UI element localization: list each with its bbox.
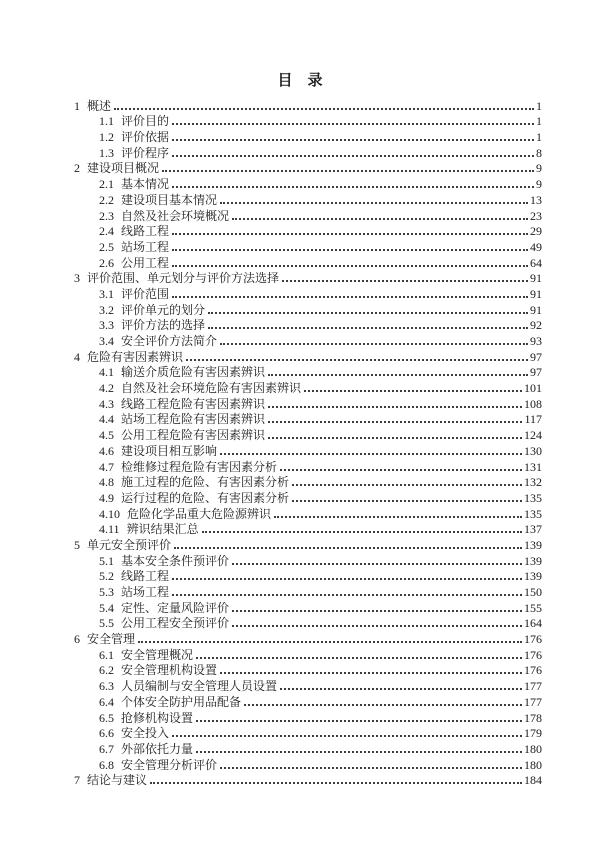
toc-dot-leader bbox=[202, 531, 522, 533]
toc-dot-leader bbox=[282, 280, 528, 282]
toc-entry[interactable] bbox=[74, 113, 542, 129]
toc-entry-title: 评价范围 bbox=[121, 286, 170, 301]
toc-entry-number: 1.1 bbox=[99, 114, 114, 129]
toc-entry-title: 安全管理概况 bbox=[121, 647, 194, 662]
toc-dot-leader bbox=[172, 123, 534, 125]
toc-entry-page: 150 bbox=[524, 585, 542, 599]
toc-entry-number: 6.7 bbox=[99, 741, 114, 756]
toc-entry[interactable] bbox=[74, 395, 542, 411]
toc-entry-page: 97 bbox=[530, 349, 542, 364]
toc-entry-title: 评价目的 bbox=[121, 114, 170, 129]
toc-entry[interactable] bbox=[74, 630, 542, 646]
toc-dot-leader bbox=[268, 374, 528, 376]
toc-entry-page: 130 bbox=[524, 443, 542, 458]
toc-entry-title: 线路工程 bbox=[121, 569, 170, 584]
toc-entry-number: 4.11 bbox=[99, 522, 120, 537]
toc-entry-page: 139 bbox=[524, 537, 542, 552]
toc-dot-leader bbox=[268, 421, 522, 423]
toc-entry-title: 自然及社会环境危险有害因素辨识 bbox=[121, 381, 302, 396]
toc-entry[interactable] bbox=[74, 646, 542, 662]
toc-entry[interactable] bbox=[74, 191, 542, 207]
toc-entry[interactable] bbox=[74, 332, 542, 348]
toc-entry[interactable] bbox=[74, 175, 542, 191]
toc-entry[interactable] bbox=[74, 489, 542, 505]
toc-entry-title: 安全评价方法简介 bbox=[121, 334, 218, 348]
toc-dot-leader bbox=[268, 437, 522, 439]
toc-entry-number: 5.3 bbox=[99, 585, 114, 599]
toc-dot-leader bbox=[172, 265, 528, 267]
toc-entry-page: 23 bbox=[530, 208, 542, 223]
toc-entry-title: 个体安全防护用品配备 bbox=[121, 694, 242, 709]
toc-entry-number: 4.3 bbox=[99, 396, 114, 411]
toc-dot-leader bbox=[220, 672, 522, 674]
toc-entry-page: 176 bbox=[524, 663, 542, 678]
toc-dot-leader bbox=[138, 641, 522, 643]
toc-entry-title: 公用工程危险有害因素辨识 bbox=[121, 428, 266, 443]
toc-entry-page: 177 bbox=[524, 694, 542, 709]
toc-entry-number: 6.4 bbox=[99, 694, 114, 709]
toc-entry[interactable] bbox=[74, 458, 542, 474]
toc-entry-title: 线路工程危险有害因素辨识 bbox=[121, 396, 266, 411]
toc-entry[interactable] bbox=[74, 223, 542, 239]
toc-entry-page: 178 bbox=[524, 710, 542, 725]
toc-entry-title: 基本安全条件预评价 bbox=[121, 553, 230, 568]
toc-entry[interactable] bbox=[74, 442, 542, 458]
toc-entry-page: 117 bbox=[524, 412, 542, 427]
toc-entry-page: 180 bbox=[524, 757, 542, 772]
toc-entry-number: 6.2 bbox=[99, 663, 114, 678]
toc-entry-page: 91 bbox=[530, 271, 542, 286]
toc-entry-title: 人员编制与安全管理人员设置 bbox=[121, 679, 278, 694]
toc-dot-leader bbox=[172, 139, 534, 141]
toc-entry[interactable] bbox=[74, 238, 542, 254]
toc-entry-title: 建设项目基本情况 bbox=[121, 192, 218, 207]
toc-entry-number: 2.4 bbox=[99, 224, 114, 239]
toc-entry-title: 外部依托力量 bbox=[121, 741, 194, 756]
toc-entry-title: 安全管理分析评价 bbox=[121, 757, 218, 772]
toc-entry-title: 站场工程 bbox=[121, 585, 170, 599]
toc-entry-title: 运行过程的危险、有害因素分析 bbox=[121, 490, 290, 505]
toc-dot-leader bbox=[196, 720, 522, 722]
toc-entry[interactable] bbox=[74, 552, 542, 568]
toc-entry-number: 4.7 bbox=[99, 459, 114, 474]
toc-entry-title: 安全投入 bbox=[121, 726, 170, 741]
toc-dot-leader bbox=[232, 218, 528, 220]
toc-entry-number: 2.2 bbox=[99, 192, 114, 207]
toc-entry-number: 4.2 bbox=[99, 381, 114, 396]
toc-entry-page: 108 bbox=[524, 396, 542, 411]
toc-entry[interactable] bbox=[74, 285, 542, 301]
toc-entry-title: 概述 bbox=[87, 98, 112, 113]
toc-entry-page: 164 bbox=[524, 616, 542, 631]
toc-entry[interactable] bbox=[74, 411, 542, 427]
toc-dot-leader bbox=[172, 155, 534, 157]
toc-entry-title: 评价方法的选择 bbox=[121, 318, 206, 333]
toc-entry[interactable] bbox=[74, 254, 542, 270]
toc-entry-page: 9 bbox=[536, 177, 542, 192]
toc-entry-page: 135 bbox=[524, 506, 542, 521]
toc-entry[interactable] bbox=[74, 144, 542, 160]
toc-entry-title: 定性、定量风险评价 bbox=[121, 600, 230, 615]
toc-entry[interactable] bbox=[74, 615, 542, 631]
toc-dot-leader bbox=[172, 735, 522, 737]
toc-entry[interactable] bbox=[74, 662, 542, 678]
toc-dot-leader bbox=[172, 249, 528, 251]
toc-entry-title: 施工过程的危险、有害因素分析 bbox=[121, 475, 290, 490]
toc-entry[interactable] bbox=[74, 740, 542, 756]
toc-entry[interactable] bbox=[74, 583, 542, 599]
toc-entry-page: 64 bbox=[530, 255, 542, 270]
toc-entry-title: 单元安全预评价 bbox=[87, 537, 172, 552]
toc-entry-number: 6.3 bbox=[99, 679, 114, 694]
toc-dot-leader bbox=[220, 343, 528, 345]
toc-entry[interactable] bbox=[74, 474, 542, 490]
toc-entry[interactable] bbox=[74, 364, 542, 380]
toc-entry-number: 4.4 bbox=[99, 412, 114, 427]
toc-entry-title: 线路工程 bbox=[121, 224, 170, 239]
toc-entry[interactable] bbox=[74, 379, 542, 395]
toc-entry[interactable] bbox=[74, 207, 542, 223]
toc-entry-page: 132 bbox=[524, 475, 542, 490]
toc-entry-number: 5.2 bbox=[99, 569, 114, 584]
toc-dot-leader bbox=[208, 327, 528, 329]
toc-entry-number: 5 bbox=[74, 537, 80, 552]
toc-entry-page: 124 bbox=[524, 428, 542, 443]
toc-entry-title: 检维修过程危险有害因素分析 bbox=[121, 459, 278, 474]
toc-entry-number: 6 bbox=[74, 632, 80, 647]
toc-entry-title: 结论与建议 bbox=[87, 773, 148, 788]
toc-entry[interactable] bbox=[74, 301, 542, 317]
toc-entry-title: 基本情况 bbox=[121, 177, 170, 192]
toc-dot-leader bbox=[232, 563, 522, 565]
toc-entry-page: 137 bbox=[524, 522, 542, 537]
toc-entry-number: 5.1 bbox=[99, 553, 114, 568]
toc-dot-leader bbox=[162, 170, 534, 172]
toc-dot-leader bbox=[220, 453, 522, 455]
toc-entry-number: 3.4 bbox=[99, 334, 114, 348]
toc-entry-page: 97 bbox=[530, 365, 542, 380]
toc-dot-leader bbox=[280, 469, 522, 471]
toc-entry-title: 危险有害因素辨识 bbox=[87, 349, 184, 364]
toc-entry-number: 3.1 bbox=[99, 286, 114, 301]
toc-dot-leader bbox=[244, 704, 522, 706]
toc-entry-page: 180 bbox=[524, 741, 542, 756]
toc-entry[interactable] bbox=[74, 160, 542, 176]
toc-dot-leader bbox=[172, 186, 534, 188]
toc-dot-leader bbox=[220, 202, 528, 204]
toc-entry-page: 91 bbox=[530, 302, 542, 317]
toc-entry-title: 自然及社会环境概况 bbox=[121, 208, 230, 223]
toc-entry[interactable] bbox=[74, 128, 542, 144]
toc-entry-page: 93 bbox=[530, 334, 542, 348]
toc-entry-page: 155 bbox=[524, 600, 542, 615]
toc-entry-title: 建设项目概况 bbox=[87, 161, 160, 176]
toc-dot-leader bbox=[232, 625, 522, 627]
toc-dot-leader bbox=[292, 484, 522, 486]
toc-dot-leader bbox=[220, 767, 522, 769]
toc-entry[interactable] bbox=[74, 536, 542, 552]
toc-entry-page: 13 bbox=[530, 192, 542, 207]
toc-entry-number: 5.4 bbox=[99, 600, 114, 615]
toc-entry-number: 2.3 bbox=[99, 208, 114, 223]
toc-entry-title: 公用工程安全预评价 bbox=[121, 616, 230, 631]
toc-entry[interactable] bbox=[74, 97, 542, 113]
toc-entry-number: 1 bbox=[74, 98, 80, 113]
toc-dot-leader bbox=[172, 233, 528, 235]
toc-entry[interactable] bbox=[74, 348, 542, 364]
toc-entry-page: 49 bbox=[530, 239, 542, 254]
toc-entry[interactable] bbox=[74, 693, 542, 709]
toc-entry-title: 评价单元的划分 bbox=[121, 302, 206, 317]
toc-entry-page: 1 bbox=[536, 130, 542, 145]
toc-entry[interactable] bbox=[74, 317, 542, 333]
toc-entry-page: 101 bbox=[524, 381, 542, 396]
toc-list bbox=[0, 90, 600, 787]
toc-entry-page: 9 bbox=[536, 161, 542, 176]
toc-entry-number: 4.1 bbox=[99, 365, 114, 380]
toc-entry-number: 5.5 bbox=[99, 616, 114, 631]
toc-entry[interactable] bbox=[74, 270, 542, 286]
toc-entry-number: 2.1 bbox=[99, 177, 114, 192]
toc-dot-leader bbox=[150, 782, 522, 784]
toc-entry-number: 4.10 bbox=[99, 506, 120, 521]
toc-dot-leader bbox=[186, 359, 528, 361]
toc-entry-page: 1 bbox=[536, 98, 542, 113]
toc-entry-title: 抢修机构设置 bbox=[121, 710, 194, 725]
toc-entry-number: 2.6 bbox=[99, 255, 114, 270]
toc-dot-leader bbox=[268, 406, 522, 408]
toc-entry[interactable] bbox=[74, 756, 542, 772]
toc-entry-number: 4.8 bbox=[99, 475, 114, 490]
toc-entry-title: 辨识结果汇总 bbox=[126, 522, 199, 537]
toc-dot-leader bbox=[114, 108, 534, 110]
toc-entry-page: 176 bbox=[524, 647, 542, 662]
toc-entry-title: 危险化学品重大危险源辨识 bbox=[127, 506, 272, 521]
toc-entry-title: 安全管理 bbox=[87, 632, 136, 647]
toc-entry-title: 公用工程 bbox=[121, 255, 170, 270]
toc-entry-number: 6.5 bbox=[99, 710, 114, 725]
toc-entry[interactable] bbox=[74, 505, 542, 521]
toc-entry-page: 184 bbox=[524, 773, 542, 788]
toc-dot-leader bbox=[280, 688, 522, 690]
toc-entry-number: 1.2 bbox=[99, 130, 114, 145]
page-title: 目 录 bbox=[277, 73, 323, 89]
toc-dot-leader bbox=[172, 578, 522, 580]
toc-entry-title: 安全管理机构设置 bbox=[121, 663, 218, 678]
toc-dot-leader bbox=[196, 657, 522, 659]
toc-entry[interactable] bbox=[74, 599, 542, 615]
toc-entry-page: 139 bbox=[524, 569, 542, 584]
toc-entry-number: 7 bbox=[74, 773, 80, 788]
toc-entry-number: 2.5 bbox=[99, 239, 114, 254]
toc-entry[interactable] bbox=[74, 725, 542, 741]
toc-entry-page: 92 bbox=[530, 318, 542, 333]
toc-entry-page: 29 bbox=[530, 224, 542, 239]
toc-dot-leader bbox=[172, 296, 528, 298]
toc-dot-leader bbox=[232, 610, 522, 612]
toc-entry-title: 站场工程危险有害因素辨识 bbox=[121, 412, 266, 427]
toc-dot-leader bbox=[304, 390, 522, 392]
toc-dot-leader bbox=[196, 751, 522, 753]
toc-entry-number: 6.8 bbox=[99, 757, 114, 772]
toc-entry-title: 评价范围、单元划分与评价方法选择 bbox=[87, 271, 280, 286]
toc-entry[interactable] bbox=[74, 709, 542, 725]
toc-dot-leader bbox=[208, 312, 528, 314]
toc-entry-title: 建设项目相互影响 bbox=[121, 443, 218, 458]
toc-entry-number: 4 bbox=[74, 349, 80, 364]
toc-entry-page: 179 bbox=[524, 726, 542, 741]
toc-entry-title: 评价程序 bbox=[121, 145, 170, 160]
toc-entry-number: 6.1 bbox=[99, 647, 114, 662]
toc-dot-leader bbox=[172, 594, 522, 596]
toc-entry-number: 4.5 bbox=[99, 428, 114, 443]
toc-entry-number: 2 bbox=[74, 161, 80, 176]
toc-entry-number: 4.9 bbox=[99, 490, 114, 505]
toc-dot-leader bbox=[174, 547, 522, 549]
toc-entry-number: 3.2 bbox=[99, 302, 114, 317]
toc-entry-number: 3 bbox=[74, 271, 80, 286]
toc-entry-page: 91 bbox=[530, 286, 542, 301]
toc-entry-title: 站场工程 bbox=[121, 239, 170, 254]
toc-dot-leader bbox=[274, 516, 522, 518]
toc-entry-page: 1 bbox=[536, 114, 542, 129]
toc-entry-number: 1.3 bbox=[99, 145, 114, 160]
toc-entry-page: 131 bbox=[524, 459, 542, 474]
toc-entry-page: 135 bbox=[524, 490, 542, 505]
toc-entry-page: 8 bbox=[536, 145, 542, 160]
toc-entry-title: 评价依据 bbox=[121, 130, 170, 145]
toc-entry-page: 139 bbox=[524, 553, 542, 568]
toc-entry-page: 177 bbox=[524, 679, 542, 694]
toc-entry[interactable] bbox=[74, 772, 542, 788]
toc-entry-number: 6.6 bbox=[99, 726, 114, 741]
toc-entry-title: 输送介质危险有害因素辨识 bbox=[121, 365, 266, 380]
toc-entry[interactable] bbox=[74, 568, 542, 584]
toc-entry-number: 3.3 bbox=[99, 318, 114, 333]
toc-entry-number: 4.6 bbox=[99, 443, 114, 458]
toc-entry-page: 176 bbox=[524, 632, 542, 647]
toc-entry[interactable] bbox=[74, 677, 542, 693]
toc-dot-leader bbox=[292, 500, 522, 502]
toc-entry[interactable] bbox=[74, 521, 542, 537]
toc-entry[interactable] bbox=[74, 426, 542, 442]
